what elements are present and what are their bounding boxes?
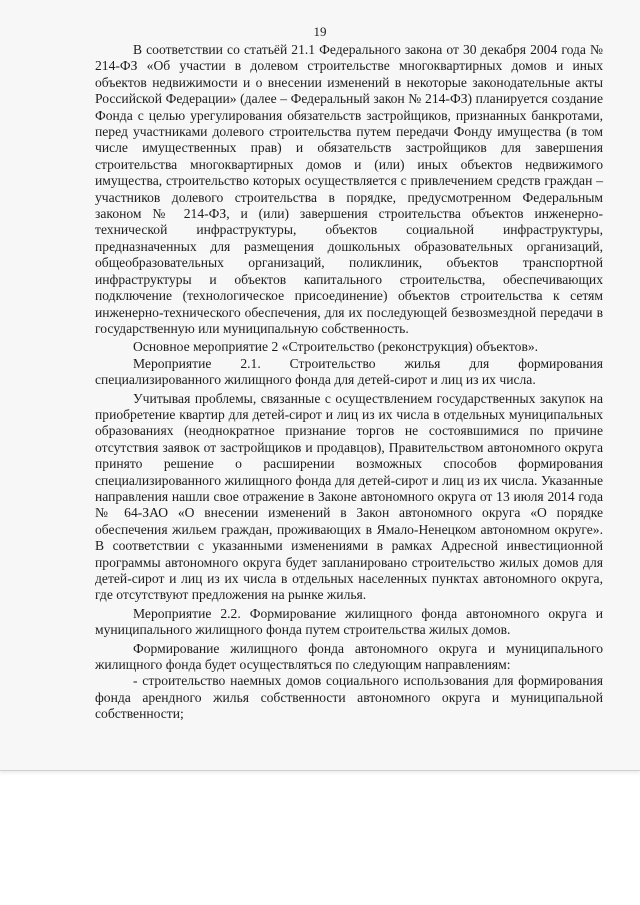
paragraph-main-activity-2: Основное мероприятие 2 «Строительство (реконструкция) объектов».: [133, 339, 539, 355]
list-item-rental-houses: - строительство наемных домов социального использования для формирования фонда арендного жилья собственности автономного округа и муниципальной собственности;: [95, 673, 603, 722]
paragraph-fund-214fz: В соответствии со статьёй 21.1 Федерального закона от 30 декабря 2004 года № 214-ФЗ «Об участии в долевом строительстве многоквартирных домов и иных объектов недвижимости и о внесении изменений в некоторые законодательные акты Российской Федерации» (далее – Федеральный закон № 214-ФЗ) планируется создание Фонда с целью урегулирования обязательств застройщиков, признанных банкротами, перед участниками долевого строительства путем передачи Фонду имущества (в том числе имущественных прав) и обязательств застройщиков для завершения строительства многоквартирных домов и (или) иных объектов недвижимого имущества, строительство которых осуществляется с привлечением средств граждан – участников долевого строительства в порядке, предусмотренном Федеральным законом № 214-ФЗ, и (или) завершения строительства объектов инженерно-технической инфраструктуры, объектов социальной инфраструктуры, предназначенных для размещения дошкольных образовательных организаций, общеобразовательных организаций, поликлиник, объектов транспортной инфраструктуры и объектов капитального строительства, обеспечивающих подключение (технологическое присоединение) объектов строительства к сетям инженерно-технического обеспечения, для их последующей безвозмездной передачи в государственную или муниципальную собственность.: [95, 42, 603, 336]
paragraph-activity-2-2: Мероприятие 2.2. Формирование жилищного фонда автономного округа и муниципального жилищного фонда путем строительства жилых домов.: [95, 605, 603, 638]
paragraph-housing-fund-directions: Формирование жилищного фонда автономного округа и муниципального жилищного фонда будет осуществляться по следующим направлениям:: [95, 640, 603, 673]
paragraph-orphans-housing: Учитывая проблемы, связанные с осуществлением государственных закупок на приобретение квартир для детей-сирот и лиц из их числа в отдельных муниципальных образованиях (неоднократное признание торгов не состоявшимися по причине отсутствия заявок от застройщиков и продавцов), Правительством автономного округа принято решение о расширении возможных способов формирования специализированного жилищного фонда для детей-сирот и лиц из их числа. Указанные направления нашли свое отражение в Законе автономного округа от 13 июля 2014 года № 64-ЗАО «О внесении изменений в Закон автономного округа «О порядке обеспечения жильем граждан, проживающих в Ямало-Ненецком автономном округе». В соответствии с указанными изменениями в рамках Адресной инвестиционной программы автономного округа будет запланировано строительство жилых домов для детей-сирот и лиц из их числа в отдельных населенных пунктах автономного округа, где отсутствуют предложения на рынке жилья.: [95, 390, 603, 603]
document-body: [95, 42, 603, 723]
paragraph-activity-2-1: Мероприятие 2.1. Строительство жилья для формирования специализированного жилищного фонда для детей-сирот и лиц из их числа.: [95, 355, 603, 388]
page-number: 19: [313, 24, 327, 39]
